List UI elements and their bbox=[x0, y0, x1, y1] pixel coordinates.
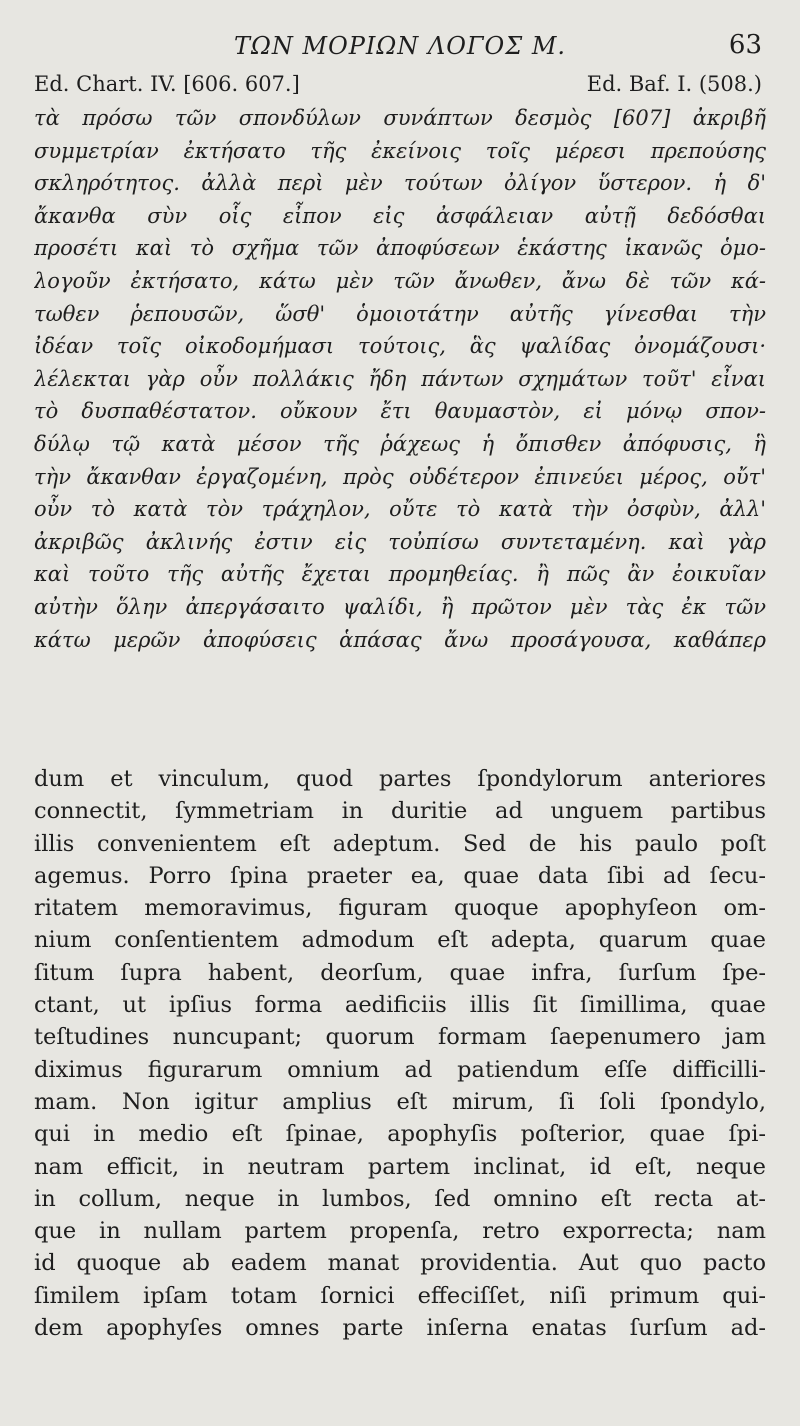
greek-text-line: ἀκριβῶς ἀκλινής ἐστιν εἰς τοὐπίσω συντεταμένη. καὶ γὰρ bbox=[34, 529, 766, 554]
greek-text-line: τὰ πρόσω τῶν σπονδύλων συνάπτων δεσμὸς [607] ἀκριβῆ bbox=[34, 106, 766, 130]
greek-text-line: συμμετρίαν ἐκτήσατο τῆς ἐκείνοις τοῖς μέρεσι πρεπούσης bbox=[34, 138, 766, 163]
greek-text-line: τωθεν ῥεπουσῶν, ὥσθ' ὁμοιοτάτην αὐτῆς γίνεσθαι τὴν bbox=[34, 301, 766, 326]
latin-text-line: id quoque ab eadem manat providentia. Aut quo pacto bbox=[34, 1250, 766, 1277]
greek-text-line: λέλεκται γὰρ οὖν πολλάκις ἤδη πάντων σχημάτων τοῦτ' εἶναι bbox=[34, 366, 766, 391]
latin-text-line: ſimilem ipſam totam ſornici effeciſſet, niſi primum qui- bbox=[34, 1282, 766, 1309]
latin-text-line: connectit, ſymmetriam in duritie ad unguem partibus bbox=[34, 798, 766, 825]
latin-text-line: ſitum ſupra habent, deorſum, quae infra, ſurſum ſpe- bbox=[34, 959, 766, 986]
latin-text-line: mam. Non igitur amplius eſt mirum, ſi ſoli ſpondylo, bbox=[34, 1088, 766, 1115]
greek-text-line: ἰδέαν τοῖς οἰκοδομήμασι τούτοις, ἃς ψαλίδας ὀνομάζουσι· bbox=[34, 334, 766, 359]
greek-text-line: τὸ δυσπαθέστατον. οὔκουν ἔτι θαυμαστὸν, εἰ μόνῳ σπον- bbox=[34, 399, 766, 424]
edition-reference-line bbox=[34, 72, 766, 100]
latin-text-line: dem apophyſes omnes parte inſerna enatas ſurſum ad- bbox=[34, 1315, 766, 1342]
edition-chart-reference: Ed. Chart. IV. [606. 607.] bbox=[34, 72, 300, 96]
greek-text-line: καὶ τοῦτο τῆς αὐτῆς ἔχεται προμηθείας. ἢ πῶς ἂν ἐοικυῖαν bbox=[34, 562, 766, 587]
running-title: ΤΩΝ ΜΟΡΙΩΝ ΛΟΓΟΣ Μ. bbox=[233, 32, 567, 60]
page-number: 63 bbox=[728, 30, 762, 60]
edition-basel-reference: Ed. Baf. I. (508.) bbox=[586, 72, 762, 96]
latin-text-line: illis convenientem eſt adeptum. Sed de his paulo poſt bbox=[34, 830, 766, 857]
greek-text-block bbox=[34, 102, 766, 656]
latin-text-line: diximus figurarum omnium ad patiendum eſſe difficilli- bbox=[34, 1056, 766, 1083]
latin-text-line: nam efficit, in neutram partem inclinat, id eſt, neque bbox=[34, 1153, 766, 1180]
latin-text-line: que in nullam partem propenſa, retro exporrecta; nam bbox=[34, 1218, 766, 1245]
latin-text-block bbox=[34, 763, 766, 1344]
greek-text-line: δύλῳ τῷ κατὰ μέσον τῆς ῥάχεως ἡ ὄπισθεν ἀπόφυσις, ἣ bbox=[34, 431, 766, 456]
greek-text-line: αὐτὴν ὅλην ἀπεργάσαιτο ψαλίδι, ἢ πρῶτον μὲν τὰς ἐκ τῶν bbox=[34, 594, 766, 619]
greek-text-line: λογοῦν ἐκτήσατο, κάτω μὲν τῶν ἄνωθεν, ἄνω δὲ τῶν κά- bbox=[34, 268, 766, 293]
latin-text-line: ctant, ut ipſius forma aedificiis illis ſit ſimillima, quae bbox=[34, 992, 766, 1019]
greek-text-line: τὴν ἄκανθαν ἐργαζομένη, πρὸς οὐδέτερον ἐπινεύει μέρος, οὔτ' bbox=[34, 464, 766, 489]
greek-text-line: προσέτι καὶ τὸ σχῆμα τῶν ἀποφύσεων ἑκάστης ἱκανῶς ὁμο- bbox=[34, 236, 766, 261]
latin-text-line: agemus. Porro ſpina praeter ea, quae data ſibi ad ſecu- bbox=[34, 862, 766, 889]
latin-text-line: dum et vinculum, quod partes ſpondylorum anteriores bbox=[34, 766, 766, 792]
latin-text-line: teſtudines nuncupant; quorum formam ſaepenumero jam bbox=[34, 1024, 766, 1051]
latin-text-line: ritatem memoravimus, figuram quoque apophyſeon om- bbox=[34, 895, 766, 922]
latin-text-line: in collum, neque in lumbos, ſed omnino eſt recta at- bbox=[34, 1185, 766, 1212]
greek-text-line: σκληρότητος. ἀλλὰ περὶ μὲν τούτων ὀλίγον ὕστερον. ἡ δ' bbox=[34, 171, 766, 196]
greek-text-line: ἄκανθα σὺν οἷς εἶπον εἰς ἀσφάλειαν αὐτῇ δεδόσθαι bbox=[34, 203, 766, 228]
greek-text-line: οὖν τὸ κατὰ τὸν τράχηλον, οὔτε τὸ κατὰ τὴν ὀσφὺν, ἀλλ' bbox=[34, 497, 766, 522]
latin-text-line: qui in medio eſt ſpinae, apophyſis poſterior, quae ſpi- bbox=[34, 1121, 766, 1148]
latin-text-line: nium conſentientem admodum eſt adepta, quarum quae bbox=[34, 927, 766, 954]
page-header bbox=[34, 28, 766, 64]
greek-text-line: κάτω μερῶν ἀποφύσεις ἁπάσας ἄνω προσάγουσα, καθάπερ bbox=[34, 627, 766, 652]
